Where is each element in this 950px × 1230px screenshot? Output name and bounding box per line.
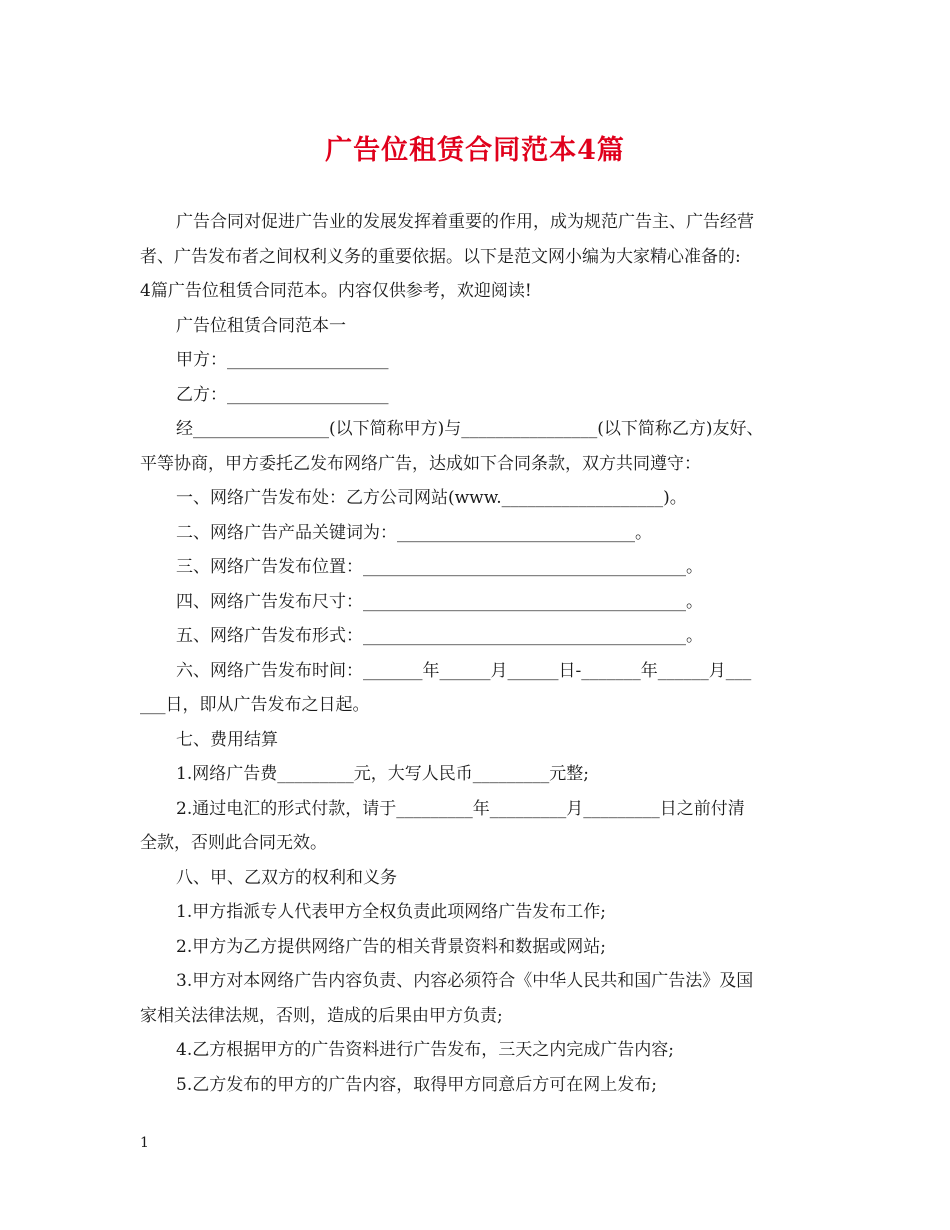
text-line: 4篇广告位租赁合同范本。内容仅供参考，欢迎阅读!	[140, 281, 532, 301]
text-line: 三、网络广告发布位置：______________________________________。	[176, 557, 703, 577]
text-line: 一、网络广告发布处：乙方公司网站(www.___________________)。	[176, 488, 687, 508]
text-line: 者、广告发布者之间权利义务的重要依据。以下是范文网小编为大家精心准备的:	[140, 246, 741, 267]
text-line: 2.通过电汇的形式付款，请于_________年_________月_________日之前付清	[176, 798, 745, 819]
text-line: 六、网络广告发布时间：_______年______月______日-_______年______月___	[176, 660, 752, 681]
text-line: 广告合同对促进广告业的发展发挥着重要的作用，成为规范广告主、广告经营	[176, 212, 754, 232]
text-line: 乙方：___________________	[176, 384, 389, 405]
page-number: 1	[140, 1135, 149, 1151]
text-line: 4.乙方根据甲方的广告资料进行广告发布，三天之内完成广告内容;	[176, 1040, 674, 1060]
page-title: 广告位租赁合同范本4篇	[325, 135, 625, 166]
text-line: 2.甲方为乙方提供网络广告的相关背景资料和数据或网站;	[176, 936, 606, 957]
text-line: 平等协商，甲方委托乙发布网络广告，达成如下合同条款，双方共同遵守：	[140, 453, 701, 474]
text-line: 五、网络广告发布形式：______________________________________。	[176, 626, 703, 646]
text-line: 1.网络广告费_________元，大写人民币_________元整;	[176, 764, 589, 784]
text-line: 家相关法律法规，否则，造成的后果由甲方负责;	[140, 1005, 503, 1026]
text-line: 甲方：___________________	[176, 350, 389, 370]
text-line: 七、费用结算	[176, 729, 278, 750]
text-line: 八、甲、乙双方的权利和义务	[176, 867, 397, 888]
text-line: 二、网络广告产品关键词为：____________________________。	[176, 522, 652, 543]
text-line: 5.乙方发布的甲方的广告内容，取得甲方同意后方可在网上发布;	[176, 1074, 657, 1095]
text-line: ___日，即从广告发布之日起。	[140, 695, 370, 715]
text-line: 3.甲方对本网络广告内容负责、内容必须符合《中华人民共和国广告法》及国	[176, 971, 754, 991]
text-line: 四、网络广告发布尺寸：______________________________________。	[176, 591, 703, 612]
text-line: 广告位租赁合同范本一	[176, 315, 346, 336]
document-body	[140, 205, 840, 1102]
text-line: 全款，否则此合同无效。	[140, 833, 327, 853]
text-line: 1.甲方指派专人代表甲方全权负责此项网络广告发布工作;	[176, 902, 606, 922]
text-line: 经________________(以下简称甲方)与________________(以下简称乙方)友好、	[176, 419, 764, 439]
